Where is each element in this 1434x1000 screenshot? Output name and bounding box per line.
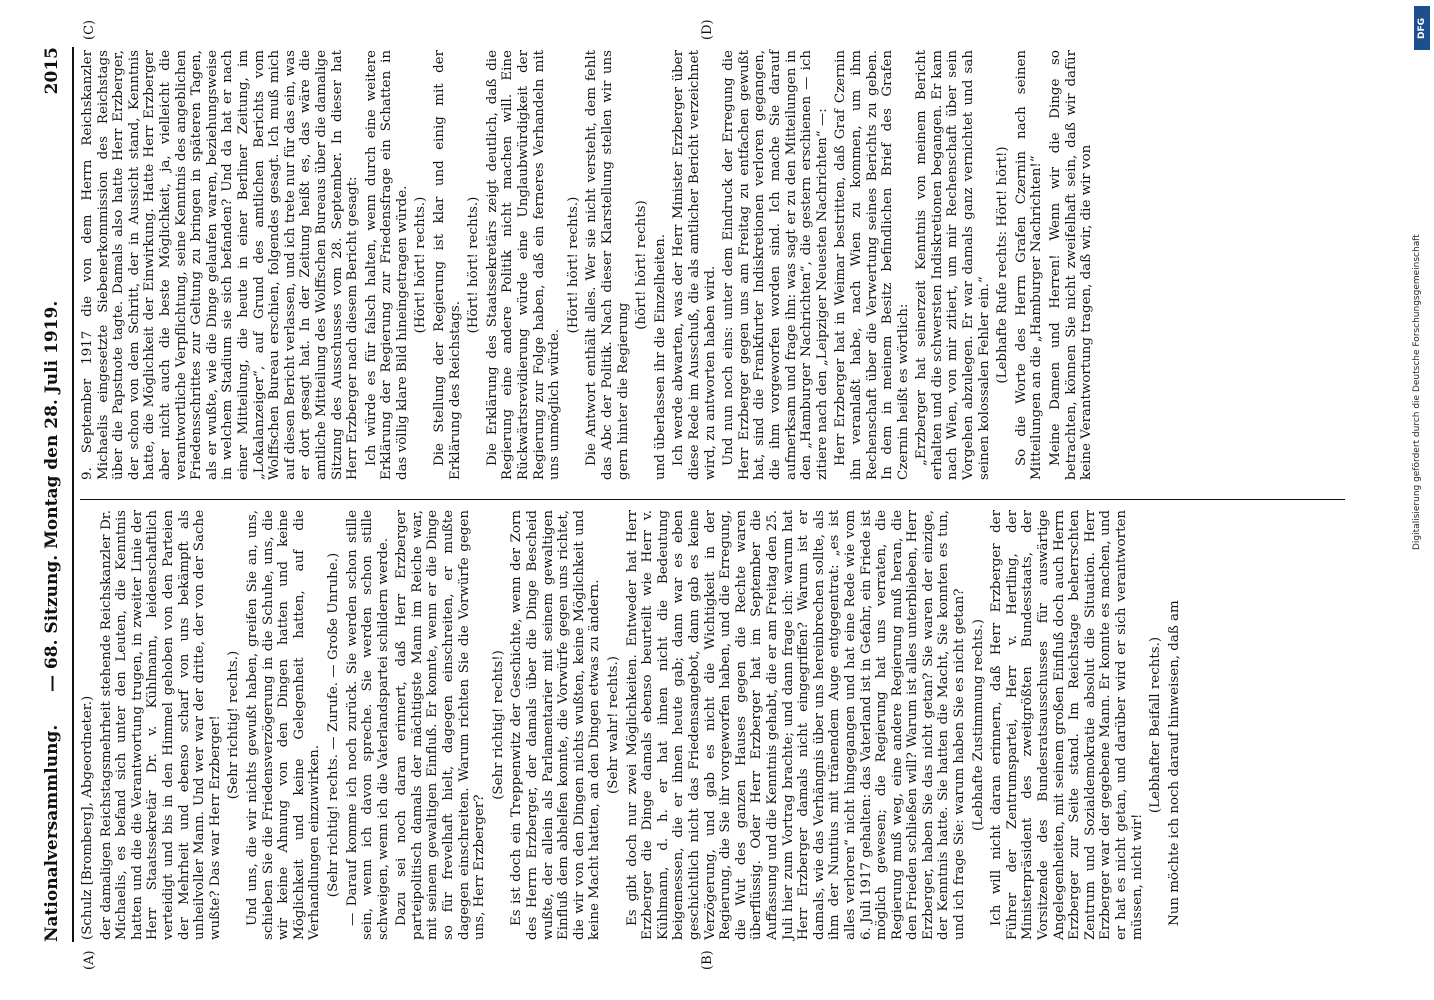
margin-marker-a: (A) <box>82 950 97 970</box>
paragraph: So die Worte des Herrn Grafen Czernin nach seinen Mitteilungen an die „Hamburger Nachrichten!“ <box>1013 50 1045 480</box>
paragraph: Dazu sei noch daran erinnert, daß Herr Erzberger parteipolitisch damals der mächtigste Mann im Reiche war, mit seinem gewaltigen Einfluß. Er konnte, wenn er die Dinge so für frevelhaft hielt, dagegen einschreiten, er mußte dagegen einschreiten. Warum richten Sie die Vorwürfe gegen uns, Herr Erzberger? <box>394 510 488 940</box>
left-column <box>80 510 1185 940</box>
paragraph: Die Erklärung des Staatssekretärs zeigt deutlich, daß die Regierung eine andere Politik nicht machen will. Eine Rückwärtsrevidierung würde eine Unglaubwürdigkeit der Regierung zur Folge haben, daß ein ferneres Verhandeln mit uns unmöglich würde. <box>484 50 563 480</box>
interjection: (Hört! hört! rechts.) <box>466 196 482 334</box>
paragraph: Meine Damen und Herren! Wenn wir die Dinge so betrachten, können Sie nicht zweifelhaft sein, daß wir dafür keine Verantwortung tragen, daß wir, die wir von <box>1048 50 1095 480</box>
interjection: (Sehr wahr! rechts.) <box>606 656 621 794</box>
header-session-date: — 68. Sitzung. Montag den 28. Juli 1919. <box>42 300 62 692</box>
margin-marker-d: (D) <box>700 19 715 40</box>
interjection: (Lebhafte Zustimmung rechts.) <box>970 619 986 831</box>
paragraph: Es gibt doch nur zwei Möglichkeiten. Entweder hat Herr Erzberger die Dinge damals ebenso beurteilt wie Herr v. Kühlmann, d. h. er hat ihnen nicht die Bedeutung beigemessen, die er ihnen heute gab; dann war es eben geschichtlich nicht das Friedensangebot, dann gab es keine Verzögerung, und gab es nicht die Wichtigkeit in der Regierung, die Sie ihr vorgeworfen haben, und die Erregung, die Wut des ganzen Hauses gegen die Rechte waren überflüssig. Oder Herr Erzberger hat im September die Auffassung und die Kenntnis gehabt, die er am Freitag den 25. Juli hier zum Vortrag brachte; und dann frage ich: warum hat Herr Erzberger damals nicht eingegriffen? Warum ist er damals, wie das Verhängnis über uns hereinbrechen sollte, als ihm der Nuntius mit tränendem Auge entgegentrat: „es ist alles verloren“ nicht hingegangen und hat eine Rede wie vom 6. Juli 1917 gehalten: das Vaterland ist in Gefahr, ein Friede ist möglich gewesen; die Regierung hat uns verraten, die Regierung muß weg, eine andere Regierung muß heran, die den Frieden schließen will? Warum ist alles unterblieben, Herr Erzberger, haben Sie das nicht getan? Sie waren der einzige, der Kenntnis hatte. Sie hatten die Macht, Sie konnten es tun, und ich frage Sie: warum haben Sie es nicht getan? <box>624 510 968 940</box>
paragraph: Ich würde es für falsch halten, wenn durch eine weitere Erklärung der Regierung zur Friedensfrage ein Schatten in das völlig klare Bild hineingetragen würde. <box>363 50 410 480</box>
dfg-logo: DFG <box>1414 6 1430 50</box>
paragraph: — Darauf komme ich noch zurück. Sie werden schon stille sein, wenn ich davon spreche. Sie werden schon stille schweigen, wenn ich die Vaterlandspartei schildern werde. <box>344 510 391 940</box>
paragraph: „Erzberger hat seinerzeit Kenntnis von meinem Bericht erhalten und die schwersten Indiskretionen begangen. Er kam nach Wien, von mir zitiert, um mir Rechenschaft über sein Vorgehen abzulegen. Er war damals ganz vernichtet und sah seinen kolossalen Fehler ein.“ <box>914 50 992 480</box>
interjection: (Hört! hört! rechts.) <box>565 196 581 334</box>
paragraph: Ich werde abwarten, was der Herr Minister Erzberger über diese Rede im Ausschuß, die als amtlicher Bericht verzeichnet wird, zu antworten haben wird. <box>671 50 718 480</box>
page-number: 2015 <box>42 47 62 95</box>
header-left: Nationalversammlung. <box>42 724 62 942</box>
interjection: (Sehr richtig! rechts.) <box>226 650 242 800</box>
paragraph: Die Antwort enthält alles. Wer sie nicht versteht, dem fehlt das Abc der Politik. Nach dieser Klarstellung stellen wir uns gern hinter die Regierung <box>584 50 631 480</box>
paragraph: und überlassen ihr die Einzelheiten. <box>652 234 668 480</box>
interjection: (Hört! hört! rechts.) <box>413 196 429 334</box>
margin-marker-b: (B) <box>700 950 715 970</box>
interjection: (Lebhafte Rufe rechts: Hört! hört!) <box>995 146 1011 384</box>
header-rule <box>72 47 74 942</box>
paragraph: Es ist doch ein Treppenwitz der Geschichte, wenn der Zorn des Herrn Erzberger, der damals über die Dinge Bescheid wußte, der allein als Parlamentarier mit seinem gewaltigen Einfluß dem abhelfen konnte, die Vorwürfe gegen uns richtet, die wir von den Dingen nichts wußten, keine Möglichkeit und keine Macht hatten, an den Dingen etwas zu ändern. <box>509 510 603 940</box>
paragraph: Und uns, die wir nichts gewußt haben, greifen Sie an, uns, schieben Sie die Friedensverzögerung in die Schuhe, uns, die wir keine Ahnung von den Dingen hatten und keine Möglichkeit und keine Gelegenheit hatten, auf die Verhandlungen einzuwirken. <box>244 510 323 940</box>
interjection: (hört! hört! rechts) <box>634 200 650 330</box>
paragraph: der damaligen Reichstagsmehrheit stehende Reichskanzler Dr. Michaelis, es befand sich unter den Leuten, die Kenntnis hatten und die die Verantwortung trugen, in zweiter Linie der Herr Staatssekretär Dr. v. Kühlmann, leidenschaftlich verteidigt und bis in den Himmel gehoben von den Parteien der Mehrheit und ebenso scharf von uns bekämpft als unheilvoller Mann. Und wer war der dritte, der von der Sache wußte? Das war Herr Erzberger! <box>98 510 223 940</box>
paragraph: 9. September 1917 die von dem Herrn Reichskanzler Michaelis eingesetzte Siebenerkommission des Reichstags über die Papstnote tagte. Damals also hatte Herr Erzberger, der schon von dem Schritt, der in Aussicht stand, Kenntnis hatte, die Möglichkeit der Einwirkung. Hatte Herr Erzberger aber nicht auch die beste Möglichkeit, ja, vielleicht die verantwortliche Verpflichtung, seine Kenntnis des angeblichen Friedensschrittes zur Geltung zu bringen in späteren Tagen, als er wußte, wie die Dinge gelaufen waren, beziehungsweise in welchem Stadium sie sich befanden? Und da hat er nach einer Mitteilung, die heute in einer Berliner Zeitung, im „Lokalanzeiger“, auf Grund des amtlichen Berichts vom Wolffschen Bureau erschien, folgendes gesagt. Ich muß mich auf diesen Bericht verlassen, und ich trete nur für das ein, was er dort gesagt hat. In der Zeitung heißt es, das wäre die amtliche Mitteilung des Wolffschen Bureaus über die damalige Sitzung des Ausschusses vom 28. September. In dieser hat Herr Erzberger nach diesem Bericht gesagt: <box>80 50 361 480</box>
paragraph: Die Stellung der Regierung ist klar und einig mit der Erklärung des Reichstags. <box>432 50 463 480</box>
interjection: (Sehr richtig! rechts. — Zurufe. — Große Unruhe.) <box>325 552 341 898</box>
funding-note: Digitalisierung gefördert durch die Deutsche Forschungsgemeinschaft <box>1412 234 1422 550</box>
paragraph: Ich will nicht daran erinnern, daß Herr Erzberger der Führer der Zentrumspartei, Herr v. Hertling, der Ministerpräsident des zweitgrößten Bundesstaats, der Vorsitzende des Bundesratsausschusses für auswärtige Angelegenheiten, mit seinem großen Einfluß doch auch Herrn Erzberger zur Seite stand. Im Reichstage beherrschten Zentrum und Sozialdemokratie absolut die Situation. Herr Erzberger war der gegebene Mann. Er konnte es machen, und er hat es nicht getan, und darüber wird er sich verantworten müssen, nicht wir! <box>989 510 1145 940</box>
interjection: (Lebhafter Beifall rechts.) <box>1148 636 1164 814</box>
right-column <box>80 50 1098 480</box>
paragraph: Und nun noch eins: unter dem Eindruck der Erregung die Herr Erzberger gegen uns am Freitag zu entfachen gewußt hat, sind die Frankfurter Indiskretionen verloren gegangen, die ihm vorgeworfen worden sind. Ich mache Sie darauf aufmerksam und frage ihn: was sagt er zu den Mitteilungen in den „Hamburger Nachrichten“, die gestern erschienen — ich zitiere nach den „Leipziger Neuesten Nachrichten“ —: <box>721 50 830 480</box>
column-divider <box>80 499 1345 500</box>
margin-marker-c: (C) <box>82 19 97 40</box>
paragraph: Herr Erzberger hat in Weimar bestritten, daß Graf Czernin ihn veranlaßt habe, nach Wien zu kommen, um ihm Rechenschaft über die Verwertung seines Berichts zu geben. In dem in meinem Besitz befindlichen Brief des Grafen Czernin heißt es wörtlich: <box>833 50 911 480</box>
page-header <box>42 47 68 942</box>
paragraph: Nun möchte ich noch darauf hinweisen, daß am <box>1166 600 1182 926</box>
paragraph: (Schulz [Bromberg], Abgeordneter.) <box>80 695 95 940</box>
interjection: (Sehr richtig! rechts!) <box>490 650 506 800</box>
